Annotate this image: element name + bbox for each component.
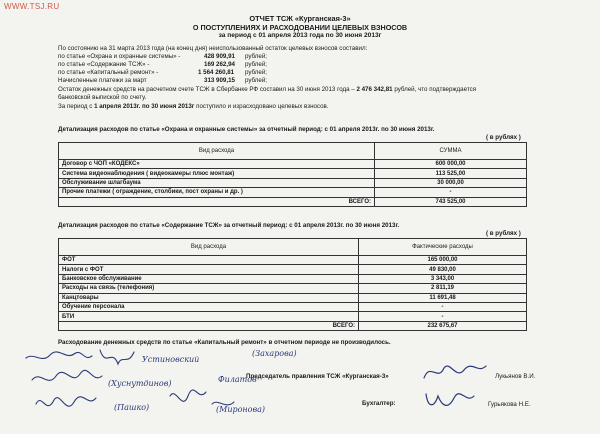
- intro-row-label: по статье «Содержание ТСЖ» -: [58, 61, 150, 68]
- handwritten-name: (Пашко): [114, 403, 150, 412]
- report-title: ОТЧЕТ ТСЖ «Курганская-3»: [249, 14, 351, 23]
- row-name: Прочие платежи ( ограждение, столбики, пост охраны и др. ): [59, 188, 375, 197]
- col-sum-header: СУММА: [375, 143, 527, 160]
- row-sum: 3 343,00: [359, 274, 527, 283]
- col-sum-header: Фактические расходы: [359, 239, 527, 256]
- handwritten-name: (Хуснутдинов): [108, 379, 172, 388]
- balance-line2: банковской выпиской по счету.: [58, 94, 147, 101]
- table-header-row: [59, 239, 527, 256]
- accountant-name: Гурьякова Н.Е.: [488, 401, 531, 408]
- table-row: [59, 169, 527, 178]
- intro-row-unit: рублей;: [245, 69, 268, 76]
- row-name: Договор с ЧОП «КОДЕКС»: [59, 160, 375, 169]
- report-subtitle: О ПОСТУПЛЕНИЯХ И РАСХОДОВАНИИ ЦЕЛЕВЫХ ВЗНОСОВ: [192, 23, 408, 32]
- watermark: WWW.TSJ.RU: [4, 2, 60, 11]
- period-tail: поступило и израсходовано целевых взносов.: [196, 103, 329, 110]
- intro-row-value: 169 262,94: [204, 61, 235, 68]
- balance-text: [58, 86, 476, 93]
- handwritten-name: Филатов: [218, 375, 257, 384]
- balance-value: 2 476 342,81: [356, 86, 393, 93]
- table-row: [59, 178, 527, 187]
- col-name-header: Вид расхода: [59, 143, 375, 160]
- capital-repair-note: Расходование денежных средств по статье «Капитальный ремонт» в отчетном периоде не производилось.: [58, 339, 391, 346]
- period-prefix: За период с: [58, 103, 93, 110]
- table-row: [59, 312, 527, 321]
- row-sum: 113 525,00: [375, 169, 527, 178]
- handwritten-name: (Захарова): [252, 349, 297, 358]
- intro-row-unit: рублей;: [245, 53, 268, 60]
- table-total-row: [59, 197, 527, 206]
- section1-unit: ( в рублях ): [486, 134, 521, 141]
- row-name: Расходы на связь (телефония): [59, 284, 359, 293]
- table-row: [59, 265, 527, 274]
- row-name: ФОТ: [59, 256, 359, 265]
- table-row: [59, 160, 527, 169]
- table-row: [59, 256, 527, 265]
- handwritten-signatures: [22, 346, 297, 426]
- section2-heading: Детализация расходов по статье «Содержание ТСЖ» за отчетный период: с 01 апреля 2013г. по 30 июня 2013г.: [58, 222, 400, 229]
- table-row: [59, 284, 527, 293]
- section2-unit: ( в рублях ): [486, 230, 521, 237]
- period-text: [58, 103, 329, 110]
- row-name: Канцтовары: [59, 293, 359, 302]
- table-total-row: [59, 321, 527, 330]
- table-row: [59, 188, 527, 197]
- row-sum: 11 691,48: [359, 293, 527, 302]
- row-sum: -: [359, 302, 527, 311]
- row-sum: -: [359, 312, 527, 321]
- intro-row-label: по статье «Капитальный ремонт» -: [58, 69, 159, 76]
- row-name: Налоги с ФОТ: [59, 265, 359, 274]
- accountant-label: Бухгалтер:: [362, 400, 396, 407]
- total-value: 232 675,67: [359, 321, 527, 330]
- intro-row-unit: рублей;: [245, 61, 268, 68]
- row-name: Банковское обслуживание: [59, 274, 359, 283]
- row-sum: 165 000,00: [359, 256, 527, 265]
- table-row: [59, 302, 527, 311]
- period-bold: 1 апреля 2013г. по 30 июня 2013г: [94, 103, 195, 110]
- chair-label: Председатель правления ТСЖ «Курганская-3»: [246, 373, 389, 380]
- section1-heading: Детализация расходов по статье «Охрана и охранные системы» за отчетный период: с 01 апреля 2013г. по 30 июня 2013г.: [58, 126, 435, 133]
- chair-signature: [420, 360, 490, 384]
- table-header-row: [59, 143, 527, 160]
- intro-row-unit: рублей;: [245, 77, 268, 84]
- intro-row-value: 313 909,15: [204, 77, 235, 84]
- intro-row-label: Начисленные платежи за март: [58, 77, 147, 84]
- row-name: Обслуживание шлагбаума: [59, 178, 375, 187]
- report-period: за период с 01 апреля 2013 года по 30 июня 2013г: [218, 32, 382, 39]
- total-label: ВСЕГО:: [59, 197, 375, 206]
- handwritten-name: (Миронова): [216, 405, 266, 414]
- handwritten-name: Устиновский: [142, 355, 200, 364]
- table-row: [59, 274, 527, 283]
- section2-table: [58, 238, 527, 331]
- intro-opening: По состоянию на 31 марта 2013 года (на конец дня) неиспользованный остаток целевых взносов составил:: [58, 45, 368, 52]
- intro-row-value: 428 909,91: [204, 53, 235, 60]
- chair-name: Лукьянов В.И.: [495, 373, 536, 380]
- accountant-signature: [420, 388, 480, 412]
- row-sum: 49 830,00: [359, 265, 527, 274]
- balance-tail: рублей, что подтверждается: [394, 86, 477, 93]
- balance-prefix: Остаток денежных средств на расчетном счете ТСЖ в Сбербанке РФ составил на 30 июня 2013 года –: [58, 86, 355, 93]
- intro-row-value: 1 564 260,81: [198, 69, 235, 76]
- row-name: Обучение персонала: [59, 302, 359, 311]
- col-name-header: Вид расхода: [59, 239, 359, 256]
- row-sum: 30 000,00: [375, 178, 527, 187]
- total-value: 743 525,00: [375, 197, 527, 206]
- row-sum: -: [375, 188, 527, 197]
- total-label: ВСЕГО:: [59, 321, 359, 330]
- row-sum: 2 811,19: [359, 284, 527, 293]
- row-sum: 600 000,00: [375, 160, 527, 169]
- row-name: БТИ: [59, 312, 359, 321]
- row-name: Система видеонаблюдения ( видеокамеры плюс монтаж): [59, 169, 375, 178]
- section1-table: [58, 142, 527, 207]
- table-row: [59, 293, 527, 302]
- intro-row-label: по статье «Охрана и охранные системы» -: [58, 53, 181, 60]
